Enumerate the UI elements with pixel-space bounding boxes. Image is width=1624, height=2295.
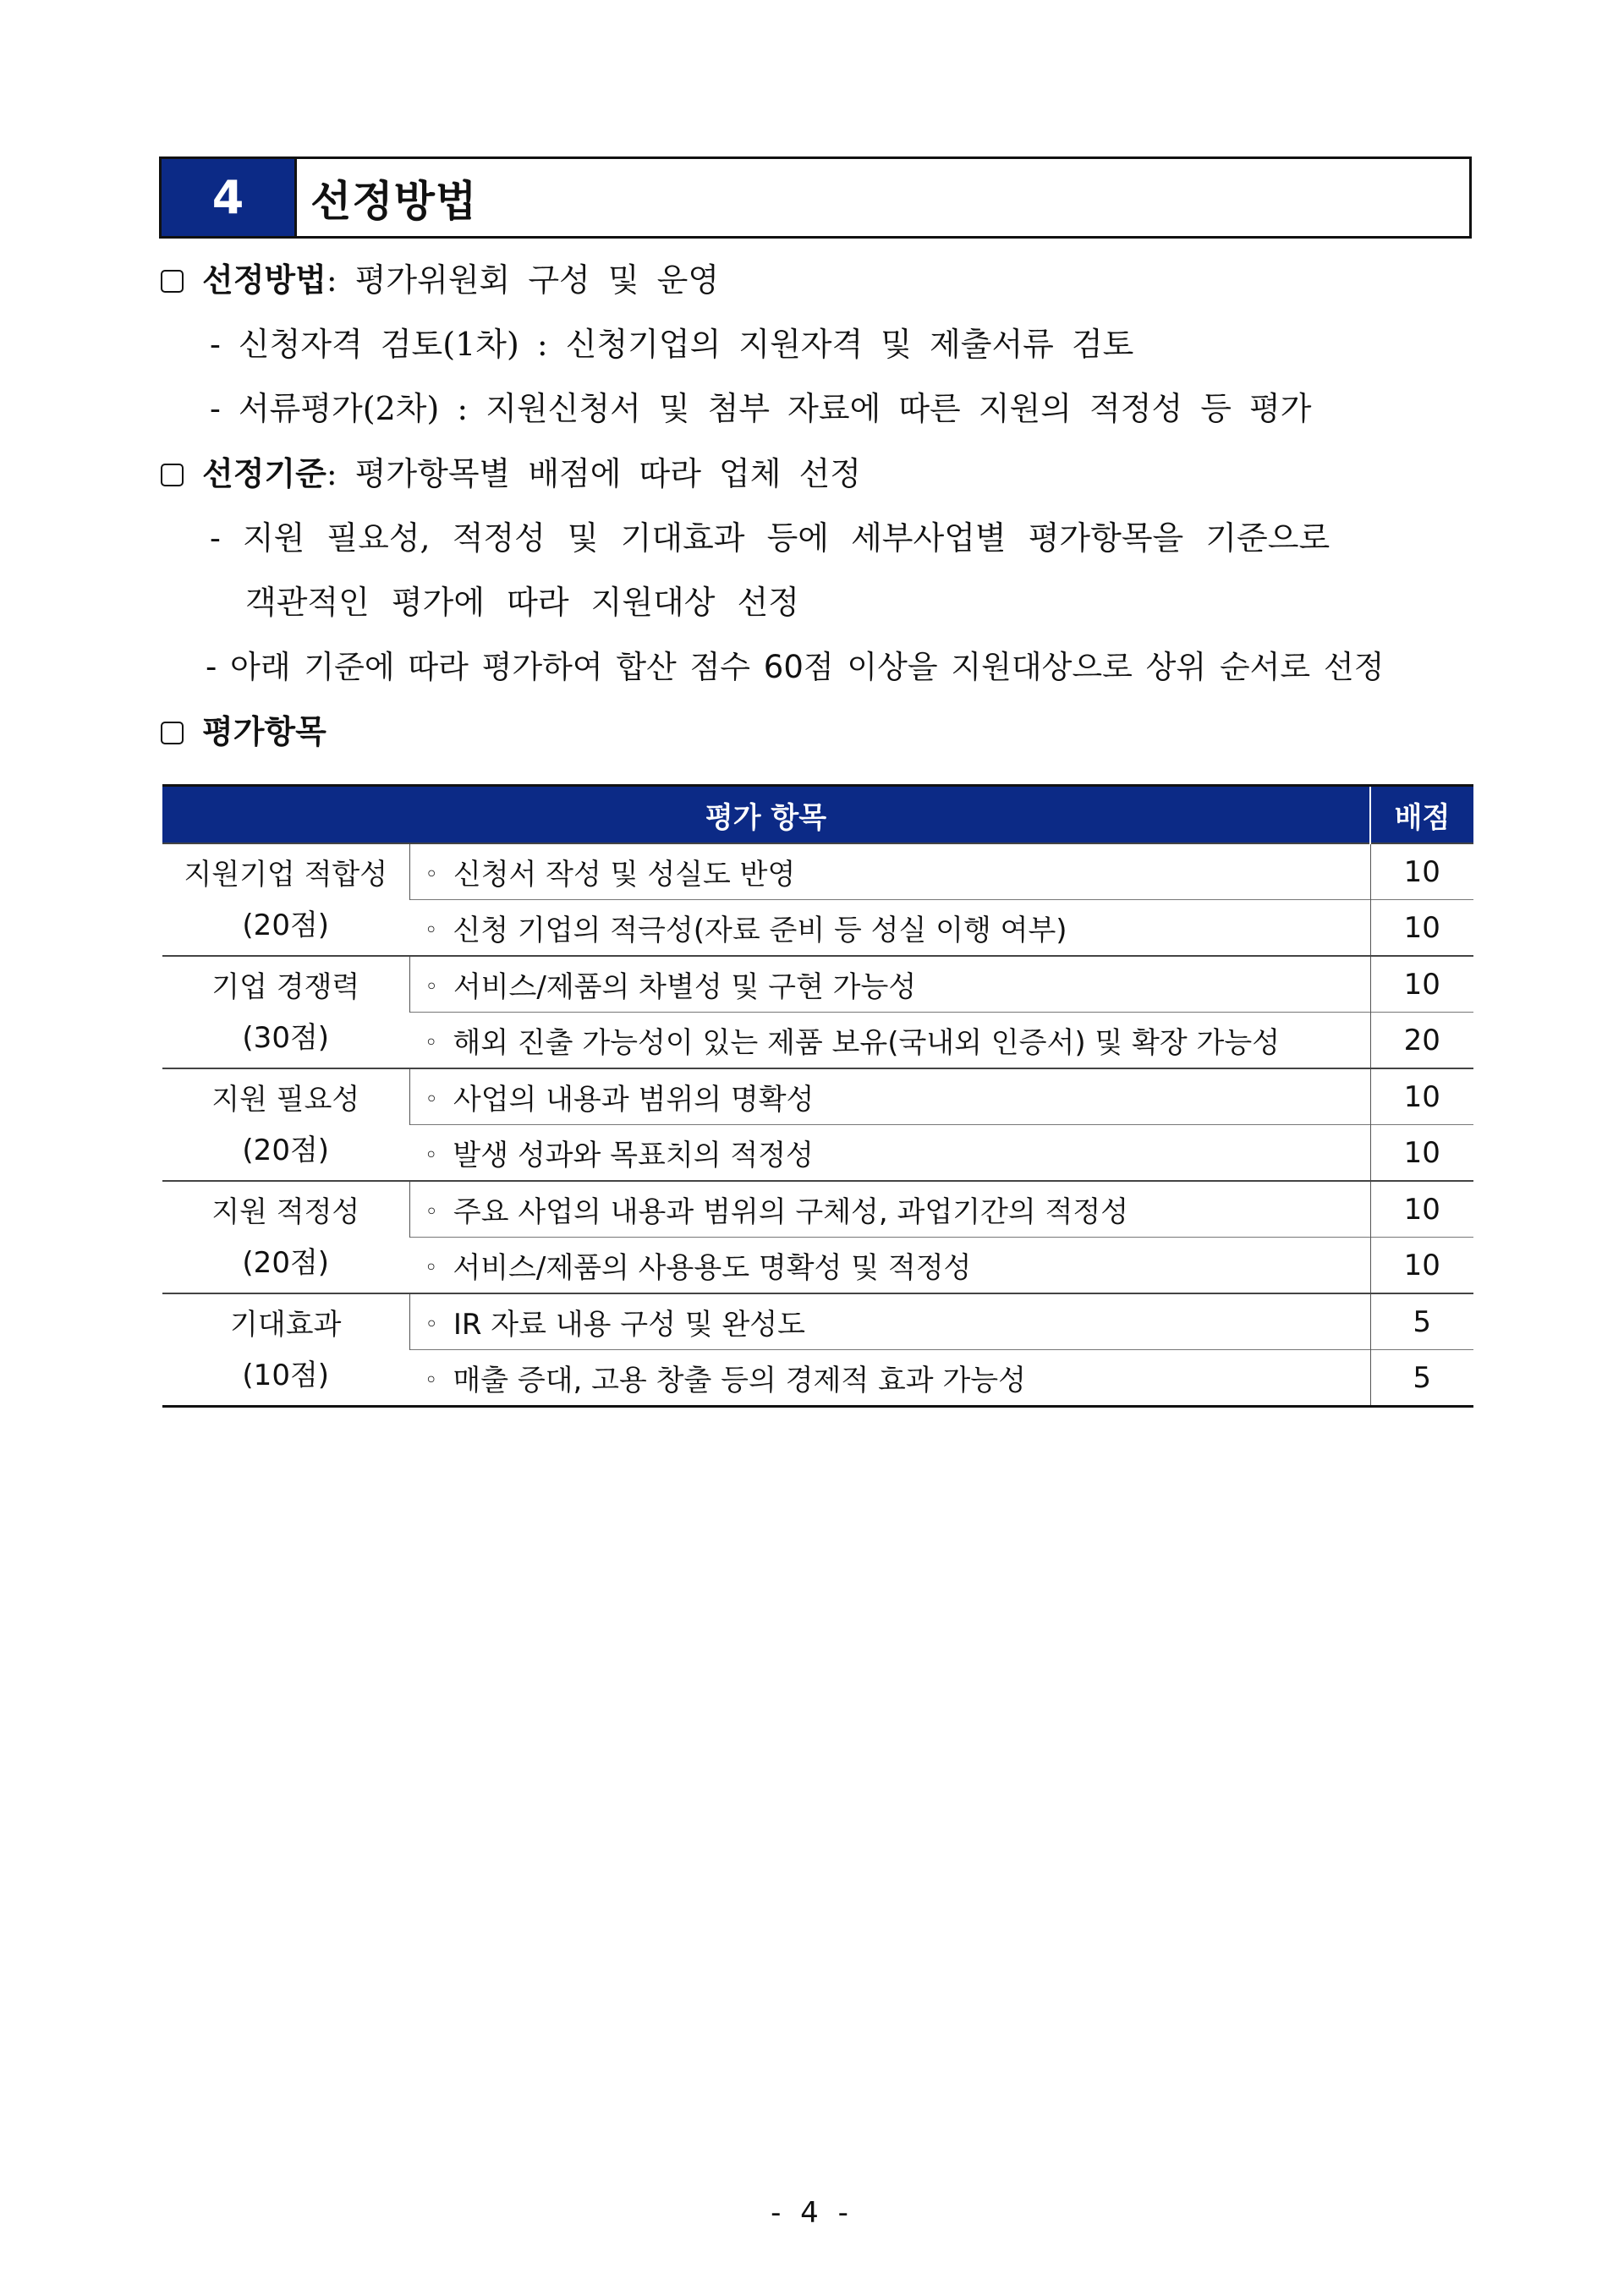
item-text: 신청 기업의 적극성(자료 준비 등 성실 이행 여부) xyxy=(453,914,1067,947)
category-name: 기대효과 xyxy=(230,1307,342,1342)
method-text: : 평가위원회 구성 및 운영 xyxy=(326,261,720,299)
item-cell xyxy=(409,843,1370,900)
bullet-icon: ◦ xyxy=(425,975,438,1000)
item-cell xyxy=(409,900,1370,957)
table-row xyxy=(162,1181,1473,1238)
item-cell xyxy=(409,1013,1370,1069)
checkbox-icon xyxy=(161,270,184,293)
method-label: 선정방법 xyxy=(202,261,326,299)
header-item: 평가 항목 xyxy=(162,786,1370,844)
section-title: 선정방법 xyxy=(310,176,478,226)
table-row xyxy=(162,956,1473,1013)
item-text: 서비스/제품의 사용용도 명확성 및 적정성 xyxy=(453,1251,972,1285)
bullet-icon: ◦ xyxy=(425,1143,438,1168)
category-cell xyxy=(162,1293,409,1407)
score-cell: 20 xyxy=(1370,1013,1473,1069)
score-cell: 10 xyxy=(1370,900,1473,957)
score-cell: 5 xyxy=(1370,1293,1473,1350)
page-number: - 4 - xyxy=(771,2196,853,2230)
category-name: 지원기업 적합성 xyxy=(184,857,388,892)
evaluation-table xyxy=(162,784,1473,1408)
table-header-row xyxy=(162,786,1473,844)
category-name: 지원 적정성 xyxy=(211,1194,360,1229)
item-text: 해외 진출 가능성이 있는 제품 보유(국내외 인증서) 및 확장 가능성 xyxy=(453,1026,1281,1060)
item-text: IR 자료 내용 구성 및 완성도 xyxy=(453,1308,805,1342)
item-text: 발생 성과와 목표치의 적정성 xyxy=(453,1139,814,1172)
criteria-line xyxy=(161,455,861,492)
category-cell xyxy=(162,956,409,1068)
item-text: 매출 증대, 고용 창출 등의 경제적 효과 가능성 xyxy=(453,1364,1026,1397)
bullet-icon: ◦ xyxy=(425,1312,438,1337)
method-sub1: - 신청자격 검토(1차) : 신청기업의 지원자격 및 제출서류 검토 xyxy=(210,326,1134,363)
category-points: (30점) xyxy=(242,1020,330,1055)
item-cell xyxy=(409,1350,1370,1407)
item-cell xyxy=(409,1238,1370,1294)
bullet-icon: ◦ xyxy=(425,1030,438,1056)
item-cell xyxy=(409,1293,1370,1350)
bullet-icon: ◦ xyxy=(425,862,438,887)
section-number: 4 xyxy=(162,159,297,236)
category-cell xyxy=(162,843,409,956)
category-points: (20점) xyxy=(242,1133,330,1167)
checkbox-icon xyxy=(161,464,184,486)
header-score: 배점 xyxy=(1370,786,1473,844)
bullet-icon: ◦ xyxy=(425,1368,438,1393)
item-text: 주요 사업의 내용과 범위의 구체성, 과업기간의 적정성 xyxy=(453,1195,1129,1229)
score-cell: 10 xyxy=(1370,1125,1473,1182)
method-line xyxy=(161,261,720,299)
criteria-sub1-line2: 객관적인 평가에 따라 지원대상 선정 xyxy=(245,584,799,621)
section-header xyxy=(159,156,1472,239)
bullet-icon: ◦ xyxy=(425,918,438,943)
score-cell: 10 xyxy=(1370,843,1473,900)
item-text: 사업의 내용과 범위의 명확성 xyxy=(453,1083,815,1117)
score-cell: 10 xyxy=(1370,1068,1473,1125)
category-points: (20점) xyxy=(242,908,330,942)
bullet-icon: ◦ xyxy=(425,1200,438,1225)
method-sub2: - 서류평가(2차) : 지원신청서 및 첨부 자료에 따른 지원의 적정성 등 평가 xyxy=(210,390,1312,427)
score-cell: 10 xyxy=(1370,1181,1473,1238)
criteria-sub1-line1: - 지원 필요성, 적정성 및 기대효과 등에 세부사업별 평가항목을 기준으로 xyxy=(210,519,1330,557)
checkbox-icon xyxy=(161,722,184,744)
table-row xyxy=(162,1293,1473,1350)
criteria-sub2: - 아래 기준에 따라 평가하여 합산 점수 60점 이상을 지원대상으로 상위 순서로 선정 xyxy=(206,649,1385,685)
category-name: 기업 경쟁력 xyxy=(211,969,360,1004)
score-cell: 10 xyxy=(1370,1238,1473,1294)
table-row xyxy=(162,843,1473,900)
category-points: (20점) xyxy=(242,1245,330,1280)
item-cell xyxy=(409,1181,1370,1238)
bullet-icon: ◦ xyxy=(425,1087,438,1112)
category-points: (10점) xyxy=(242,1358,330,1392)
item-cell xyxy=(409,1068,1370,1125)
category-name: 지원 필요성 xyxy=(211,1082,360,1117)
score-cell: 5 xyxy=(1370,1350,1473,1407)
items-heading: 평가항목 xyxy=(202,713,326,750)
score-cell: 10 xyxy=(1370,956,1473,1013)
criteria-label: 선정기준 xyxy=(202,455,326,492)
item-cell xyxy=(409,1125,1370,1182)
category-cell xyxy=(162,1068,409,1181)
table-row xyxy=(162,1068,1473,1125)
criteria-text: : 평가항목별 배점에 따라 업체 선정 xyxy=(326,455,861,492)
item-text: 신청서 작성 및 성실도 반영 xyxy=(453,858,796,892)
item-cell xyxy=(409,956,1370,1013)
category-cell xyxy=(162,1181,409,1293)
items-heading-line xyxy=(161,713,326,750)
item-text: 서비스/제품의 차별성 및 구현 가능성 xyxy=(453,970,917,1004)
bullet-icon: ◦ xyxy=(425,1255,438,1281)
